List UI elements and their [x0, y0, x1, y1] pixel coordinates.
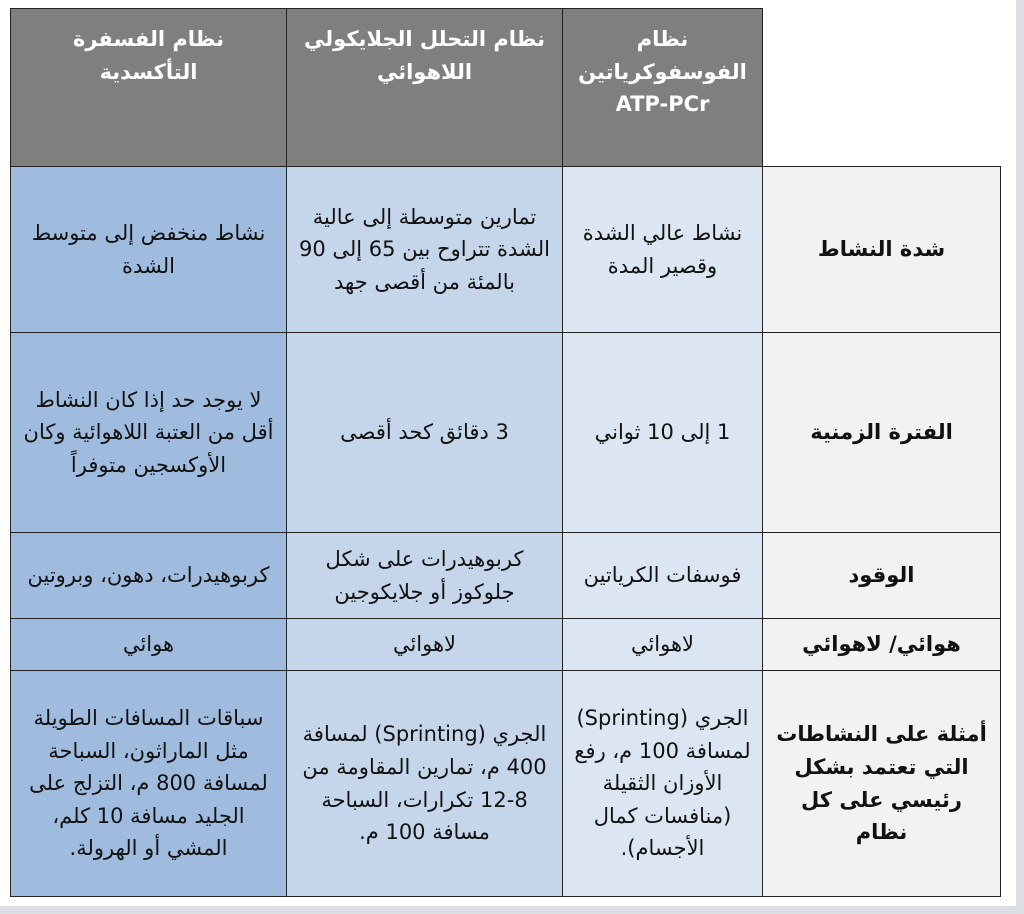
- row-label: الوقود: [763, 533, 1001, 619]
- table-row: [11, 671, 1001, 897]
- row-label: أمثلة على النشاطات التي تعتمد بشكل رئيسي على كل نظام: [763, 671, 1001, 897]
- cell-oxidative: نشاط منخفض إلى متوسط الشدة: [11, 167, 287, 333]
- header-atp-pcr-line2: الفوسفوكرياتين: [578, 59, 747, 84]
- table-row: [11, 167, 1001, 333]
- table-row: [11, 619, 1001, 671]
- header-atp-pcr-line1: نظام: [636, 27, 689, 51]
- table-row: [11, 333, 1001, 533]
- header-glycolytic: نظام التحلل الجلايكولي اللاهوائي: [287, 9, 563, 167]
- header-row: [11, 9, 1001, 167]
- header-atp-pcr-line3: ATP-PCr: [615, 92, 710, 117]
- cell-atp-pcr: 1 إلى 10 ثواني: [563, 333, 763, 533]
- cell-oxidative: هوائي: [11, 619, 287, 671]
- header-oxidative: نظام الفسفرة التأكسدية: [11, 9, 287, 167]
- table-row: [11, 533, 1001, 619]
- header-corner: [763, 9, 1001, 167]
- row-label: شدة النشاط: [763, 167, 1001, 333]
- cell-atp-pcr: فوسفات الكرياتين: [563, 533, 763, 619]
- cell-glycolytic: الجري (Sprinting) لمسافة 400 م، تمارين المقاومة من 8-12 تكرارات، السباحة مسافة 100 م.: [287, 671, 563, 897]
- cell-oxidative: كربوهيدرات، دهون، وبروتين: [11, 533, 287, 619]
- row-label: هوائي/ لاهوائي: [763, 619, 1001, 671]
- cell-oxidative: سباقات المسافات الطويلة مثل الماراثون، السباحة لمسافة 800 م، التزلج على الجليد مسافة 10 كلم، المشي أو الهرولة.: [11, 671, 287, 897]
- cell-atp-pcr: الجري (Sprinting) لمسافة 100 م، رفع الأوزان الثقيلة (منافسات كمال الأجسام).: [563, 671, 763, 897]
- energy-systems-table: [10, 8, 1001, 897]
- row-label: الفترة الزمنية: [763, 333, 1001, 533]
- cell-glycolytic: تمارين متوسطة إلى عالية الشدة تتراوح بين 65 إلى 90 بالمئة من أقصى جهد: [287, 167, 563, 333]
- cell-glycolytic: 3 دقائق كحد أقصى: [287, 333, 563, 533]
- cell-glycolytic: كربوهيدرات على شكل جلوكوز أو جلايكوجين: [287, 533, 563, 619]
- cell-glycolytic: لاهوائي: [287, 619, 563, 671]
- cell-atp-pcr: نشاط عالي الشدة وقصير المدة: [563, 167, 763, 333]
- cell-atp-pcr: لاهوائي: [563, 619, 763, 671]
- header-atp-pcr: [563, 9, 763, 167]
- cell-oxidative: لا يوجد حد إذا كان النشاط أقل من العتبة اللاهوائية وكان الأوكسجين متوفراً: [11, 333, 287, 533]
